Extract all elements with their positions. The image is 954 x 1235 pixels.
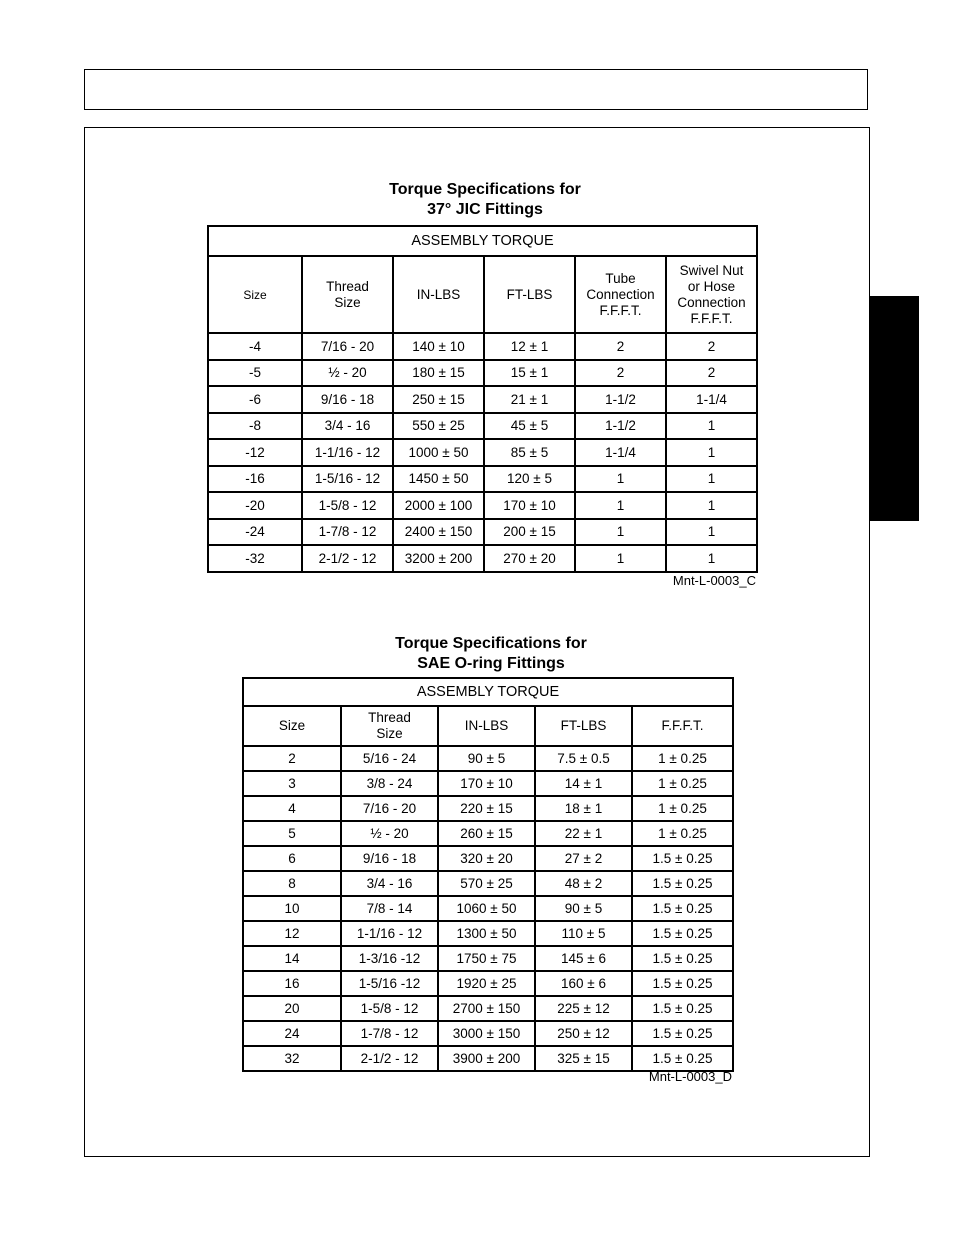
- table-cell: 7/16 - 20: [302, 333, 393, 360]
- table-cell: 45 ± 5: [484, 413, 575, 440]
- sae-header-ft-lbs: FT-LBS: [535, 706, 632, 746]
- table-cell: 5/16 - 24: [341, 746, 438, 771]
- table-cell: 1: [666, 545, 757, 572]
- table-cell: 2400 ± 150: [393, 519, 484, 546]
- table-cell: 8: [243, 871, 341, 896]
- table-cell: 1: [575, 519, 666, 546]
- table-cell: -12: [208, 439, 302, 466]
- table-cell: 1-5/8 - 12: [302, 492, 393, 519]
- table-cell: 1-1/4: [575, 439, 666, 466]
- table-row: [243, 771, 733, 796]
- table-cell: 3200 ± 200: [393, 545, 484, 572]
- table-cell: 7/8 - 14: [341, 896, 438, 921]
- table-cell: 2: [666, 333, 757, 360]
- table-cell: -5: [208, 360, 302, 387]
- table-cell: 270 ± 20: [484, 545, 575, 572]
- table-cell: 7.5 ± 0.5: [535, 746, 632, 771]
- table-cell: 6: [243, 846, 341, 871]
- table-cell: 3: [243, 771, 341, 796]
- table-cell: 3000 ± 150: [438, 1021, 535, 1046]
- table-cell: 1: [666, 519, 757, 546]
- table-cell: 2: [666, 360, 757, 387]
- sae-title: [336, 634, 646, 674]
- table-row: [243, 946, 733, 971]
- table-cell: 3900 ± 200: [438, 1046, 535, 1071]
- table-row: [243, 996, 733, 1021]
- jic-torque-table: [207, 225, 758, 573]
- table-cell: 145 ± 6: [535, 946, 632, 971]
- table-cell: 1.5 ± 0.25: [632, 1046, 733, 1071]
- table-cell: 9/16 - 18: [302, 386, 393, 413]
- table-cell: 225 ± 12: [535, 996, 632, 1021]
- table-cell: 15 ± 1: [484, 360, 575, 387]
- sae-header-ffft: F.F.F.T.: [632, 706, 733, 746]
- table-cell: -32: [208, 545, 302, 572]
- table-cell: 1.5 ± 0.25: [632, 871, 733, 896]
- table-cell: 250 ± 12: [535, 1021, 632, 1046]
- table-cell: 160 ± 6: [535, 971, 632, 996]
- jic-table-body: [208, 333, 757, 572]
- table-cell: 14: [243, 946, 341, 971]
- table-cell: 170 ± 10: [484, 492, 575, 519]
- table-cell: 14 ± 1: [535, 771, 632, 796]
- table-cell: 18 ± 1: [535, 796, 632, 821]
- table-cell: 1 ± 0.25: [632, 746, 733, 771]
- section-tab: [869, 296, 919, 521]
- table-cell: 1-5/16 - 12: [302, 466, 393, 493]
- table-row: [243, 1046, 733, 1071]
- table-cell: 1.5 ± 0.25: [632, 971, 733, 996]
- table-cell: 1.5 ± 0.25: [632, 996, 733, 1021]
- table-cell: 1920 ± 25: [438, 971, 535, 996]
- table-cell: 120 ± 5: [484, 466, 575, 493]
- jic-header-in-lbs: IN-LBS: [393, 256, 484, 333]
- table-cell: 1-7/8 - 12: [341, 1021, 438, 1046]
- table-cell: 27 ± 2: [535, 846, 632, 871]
- table-cell: 1-1/16 - 12: [302, 439, 393, 466]
- table-cell: 180 ± 15: [393, 360, 484, 387]
- table-cell: 260 ± 15: [438, 821, 535, 846]
- jic-title: [330, 180, 640, 220]
- table-row: [243, 896, 733, 921]
- jic-reference-code: Mnt-L-0003_C: [672, 573, 756, 588]
- jic-header-tube-connection: Tube Connection F.F.F.T.: [575, 256, 666, 333]
- table-cell: 200 ± 15: [484, 519, 575, 546]
- table-cell: 325 ± 15: [535, 1046, 632, 1071]
- table-cell: 1-5/16 -12: [341, 971, 438, 996]
- sae-banner: ASSEMBLY TORQUE: [243, 678, 733, 706]
- table-cell: -20: [208, 492, 302, 519]
- table-cell: 1.5 ± 0.25: [632, 846, 733, 871]
- table-row: [208, 519, 757, 546]
- table-cell: -8: [208, 413, 302, 440]
- table-row: [208, 439, 757, 466]
- table-cell: 90 ± 5: [535, 896, 632, 921]
- sae-title-line2: SAE O-ring Fittings: [417, 655, 565, 672]
- table-cell: 1.5 ± 0.25: [632, 921, 733, 946]
- table-cell: 1-7/8 - 12: [302, 519, 393, 546]
- table-cell: 1-5/8 - 12: [341, 996, 438, 1021]
- table-cell: -24: [208, 519, 302, 546]
- table-cell: 2: [243, 746, 341, 771]
- table-cell: 110 ± 5: [535, 921, 632, 946]
- table-cell: 1060 ± 50: [438, 896, 535, 921]
- sae-header-size: Size: [243, 706, 341, 746]
- jic-banner: ASSEMBLY TORQUE: [208, 226, 757, 256]
- table-cell: 2-1/2 - 12: [302, 545, 393, 572]
- table-cell: 1 ± 0.25: [632, 771, 733, 796]
- table-row: [243, 971, 733, 996]
- table-cell: 1-3/16 -12: [341, 946, 438, 971]
- table-cell: 12 ± 1: [484, 333, 575, 360]
- table-cell: 1-1/2: [575, 413, 666, 440]
- table-cell: ½ - 20: [302, 360, 393, 387]
- table-cell: 1 ± 0.25: [632, 821, 733, 846]
- table-row: [208, 492, 757, 519]
- table-cell: 85 ± 5: [484, 439, 575, 466]
- jic-header-size: Size: [208, 256, 302, 333]
- table-cell: -16: [208, 466, 302, 493]
- table-cell: 1: [575, 545, 666, 572]
- table-cell: 2-1/2 - 12: [341, 1046, 438, 1071]
- table-cell: 220 ± 15: [438, 796, 535, 821]
- table-cell: 21 ± 1: [484, 386, 575, 413]
- table-cell: 2000 ± 100: [393, 492, 484, 519]
- table-cell: 1-1/4: [666, 386, 757, 413]
- table-row: [208, 333, 757, 360]
- table-cell: 140 ± 10: [393, 333, 484, 360]
- table-cell: 1 ± 0.25: [632, 796, 733, 821]
- table-cell: 1: [666, 492, 757, 519]
- table-cell: 20: [243, 996, 341, 1021]
- table-cell: 5: [243, 821, 341, 846]
- jic-title-line1: Torque Specifications for: [389, 181, 581, 198]
- table-cell: 4: [243, 796, 341, 821]
- sae-header-in-lbs: IN-LBS: [438, 706, 535, 746]
- table-cell: 170 ± 10: [438, 771, 535, 796]
- table-cell: 1: [666, 413, 757, 440]
- table-cell: 16: [243, 971, 341, 996]
- table-cell: 1: [666, 439, 757, 466]
- table-cell: 90 ± 5: [438, 746, 535, 771]
- table-cell: 1.5 ± 0.25: [632, 1021, 733, 1046]
- table-cell: 1750 ± 75: [438, 946, 535, 971]
- table-cell: -4: [208, 333, 302, 360]
- table-cell: 250 ± 15: [393, 386, 484, 413]
- table-cell: 1: [575, 466, 666, 493]
- table-cell: 320 ± 20: [438, 846, 535, 871]
- table-cell: 1.5 ± 0.25: [632, 896, 733, 921]
- sae-reference-code: Mnt-L-0003_D: [648, 1069, 732, 1084]
- table-cell: 12: [243, 921, 341, 946]
- table-row: [243, 921, 733, 946]
- table-cell: ½ - 20: [341, 821, 438, 846]
- table-cell: 1300 ± 50: [438, 921, 535, 946]
- table-row: [243, 846, 733, 871]
- sae-torque-table: [242, 677, 734, 1072]
- table-cell: 570 ± 25: [438, 871, 535, 896]
- table-cell: 1-1/2: [575, 386, 666, 413]
- table-cell: 32: [243, 1046, 341, 1071]
- table-cell: 7/16 - 20: [341, 796, 438, 821]
- table-row: [208, 545, 757, 572]
- table-cell: -6: [208, 386, 302, 413]
- table-cell: 3/4 - 16: [302, 413, 393, 440]
- table-cell: 22 ± 1: [535, 821, 632, 846]
- sae-title-line1: Torque Specifications for: [395, 635, 587, 652]
- table-cell: 1: [575, 492, 666, 519]
- table-cell: 1000 ± 50: [393, 439, 484, 466]
- table-cell: 3/8 - 24: [341, 771, 438, 796]
- table-row: [208, 360, 757, 387]
- table-row: [208, 386, 757, 413]
- table-row: [208, 413, 757, 440]
- page-header-box: [84, 69, 868, 110]
- jic-header-thread-size: Thread Size: [302, 256, 393, 333]
- table-cell: 1-1/16 - 12: [341, 921, 438, 946]
- table-cell: 1: [666, 466, 757, 493]
- table-row: [243, 821, 733, 846]
- table-cell: 9/16 - 18: [341, 846, 438, 871]
- table-cell: 24: [243, 1021, 341, 1046]
- jic-header-swivel-nut: Swivel Nut or Hose Connection F.F.F.T.: [666, 256, 757, 333]
- table-cell: 2: [575, 360, 666, 387]
- table-cell: 1.5 ± 0.25: [632, 946, 733, 971]
- table-cell: 1450 ± 50: [393, 466, 484, 493]
- table-cell: 550 ± 25: [393, 413, 484, 440]
- table-cell: 3/4 - 16: [341, 871, 438, 896]
- sae-header-thread-size: Thread Size: [341, 706, 438, 746]
- jic-title-line2: 37° JIC Fittings: [427, 201, 543, 218]
- table-row: [243, 796, 733, 821]
- table-cell: 10: [243, 896, 341, 921]
- table-row: [243, 871, 733, 896]
- sae-table-body: [243, 746, 733, 1071]
- table-cell: 2: [575, 333, 666, 360]
- table-row: [208, 466, 757, 493]
- table-row: [243, 1021, 733, 1046]
- jic-header-ft-lbs: FT-LBS: [484, 256, 575, 333]
- table-row: [243, 746, 733, 771]
- table-cell: 2700 ± 150: [438, 996, 535, 1021]
- table-cell: 48 ± 2: [535, 871, 632, 896]
